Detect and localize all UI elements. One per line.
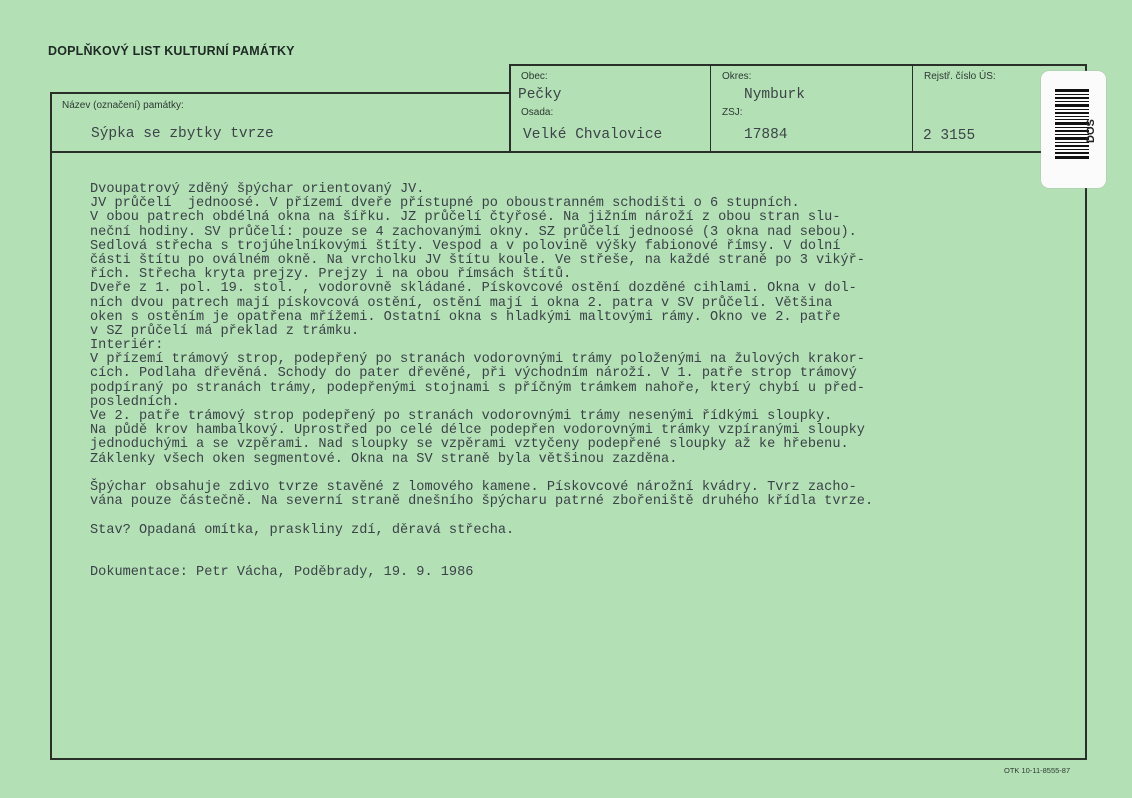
description-line: oken s ostěním je opatřena mřížemi. Ostatní okna s hladkými maltovými rámy. Okno ve 2. patře <box>90 309 841 325</box>
description-line: V obou patrech obdélná okna na šířku. JZ průčelí čtyřosé. Na jižním nároží z obou stran slu- <box>90 210 841 226</box>
label-rejstr: Rejstř. číslo ÚS: <box>924 71 996 82</box>
top-rule <box>509 64 1087 66</box>
label-osada: Osada: <box>521 107 554 118</box>
label-zsj: ZSJ: <box>722 107 743 118</box>
value-osada: Velké Chvalovice <box>523 127 663 143</box>
barcode-sticker <box>1041 71 1106 188</box>
bottom-rule <box>50 758 1087 760</box>
description-line: Špýchar obsahuje zdivo tvrze stavěné z lomového kamene. Pískovcové nárožní kvádry. Tvrz zacho- <box>90 479 857 495</box>
value-obec: Pečky <box>518 87 562 103</box>
label-okres: Okres: <box>722 71 752 82</box>
description-text <box>90 183 1050 580</box>
description-line: Dokumentace: Petr Vácha, Poděbrady, 19. 9. 1986 <box>90 565 474 581</box>
description-line: Dveře z 1. pol. 19. stol. , vodorovně skládané. Pískovcové ostění dozděné cihlami. Okna v dol- <box>90 281 857 297</box>
divider-rejstr <box>912 64 913 152</box>
description-line <box>90 538 1050 552</box>
description-line: Na půdě krov hambalkový. Uprostřed po celé délce podepřen vodorovnými trámky vzpíranými sloupky <box>90 423 865 439</box>
description-line <box>90 552 1050 566</box>
left-rule <box>50 92 52 760</box>
sticker-label: DOS <box>1085 119 1097 143</box>
description-line: vána pouze částečně. Na severní straně dnešního špýcharu patrné zbořeniště druhého křídla tvrze. <box>90 494 874 510</box>
value-zsj: 17884 <box>744 127 788 143</box>
description-line: cích. Podlaha dřevěná. Schody do pater dřevěné, při východním nároží. V 1. patře strop trámový <box>90 366 857 382</box>
form-heading: DOPLŇKOVÝ LIST KULTURNÍ PAMÁTKY <box>48 44 295 58</box>
description-line: JV průčelí jednoosé. V přízemí dveře přístupné po oboustranném schodišti o 6 stupních. <box>90 196 800 212</box>
barcode-icon <box>1055 89 1089 159</box>
description-line: řích. Střecha kryta prejzy. Prejzy i na obou římsách štítů. <box>90 267 572 283</box>
value-name: Sýpka se zbytky tvrze <box>91 126 274 142</box>
description-line: ních dvou patrech mají pískovcová ostění, ostění mají i okna 2. patra v SV průčelí. Většina <box>90 295 833 311</box>
description-line: Interiér: <box>90 338 164 354</box>
description-line: Sedlová střecha s trojúhelníkovými štíty. Vespod a v polovině výšky fabionové římsy. V dolní <box>90 238 841 254</box>
description-line: Dvoupatrový zděný špýchar orientovaný JV. <box>90 182 425 197</box>
label-name: Název (označení) památky: <box>62 100 184 111</box>
description-line <box>90 509 1050 523</box>
name-box-top-rule <box>50 92 510 94</box>
description-line: podpíraný po stranách trámy, podepřenými stojnami s příčným trámkem nahoře, který chybí u před- <box>90 380 865 396</box>
description-line: neční hodiny. SV průčelí: pouze se 4 zachovanými okny. SZ průčelí jednoosé (3 okna nad sebou). <box>90 224 857 240</box>
description-line <box>90 467 1050 481</box>
description-line: Ve 2. patře trámový strop podepřený po stranách vodorovnými trámy nesenými řídkými sloupky. <box>90 409 833 424</box>
divider-okres <box>710 64 711 152</box>
value-rejstr: 2 3155 <box>923 128 976 144</box>
value-okres: Nymburk <box>744 87 805 103</box>
description-line: jednoduchými a se vzpěrami. Nad sloupky se vzpěrami vztyčeny podepřené sloupky až ke hřebenu. <box>90 437 849 453</box>
header-bottom-rule <box>50 151 1087 153</box>
description-line: V přízemí trámový strop, podepřený po stranách vodorovnými trámy položenými na žulových krakor- <box>90 352 865 368</box>
divider-obec <box>509 64 511 152</box>
description-line: části štítu po oválném okně. Na vrcholku JV štítu koule. Ve střeše, na každé straně po 3 vikýř- <box>90 252 865 268</box>
footer-code: OTK 10-11-8555-87 <box>1004 766 1071 775</box>
label-obec: Obec: <box>521 71 548 82</box>
description-line: v SZ průčelí má překlad z trámku. <box>90 323 360 339</box>
description-line: posledních. <box>90 394 180 410</box>
description-line: Záklenky všech oken segmentové. Okna na SV straně byla většinou zazděna. <box>90 451 678 467</box>
description-line: Stav? Opadaná omítka, praskliny zdí, děravá střecha. <box>90 522 515 538</box>
